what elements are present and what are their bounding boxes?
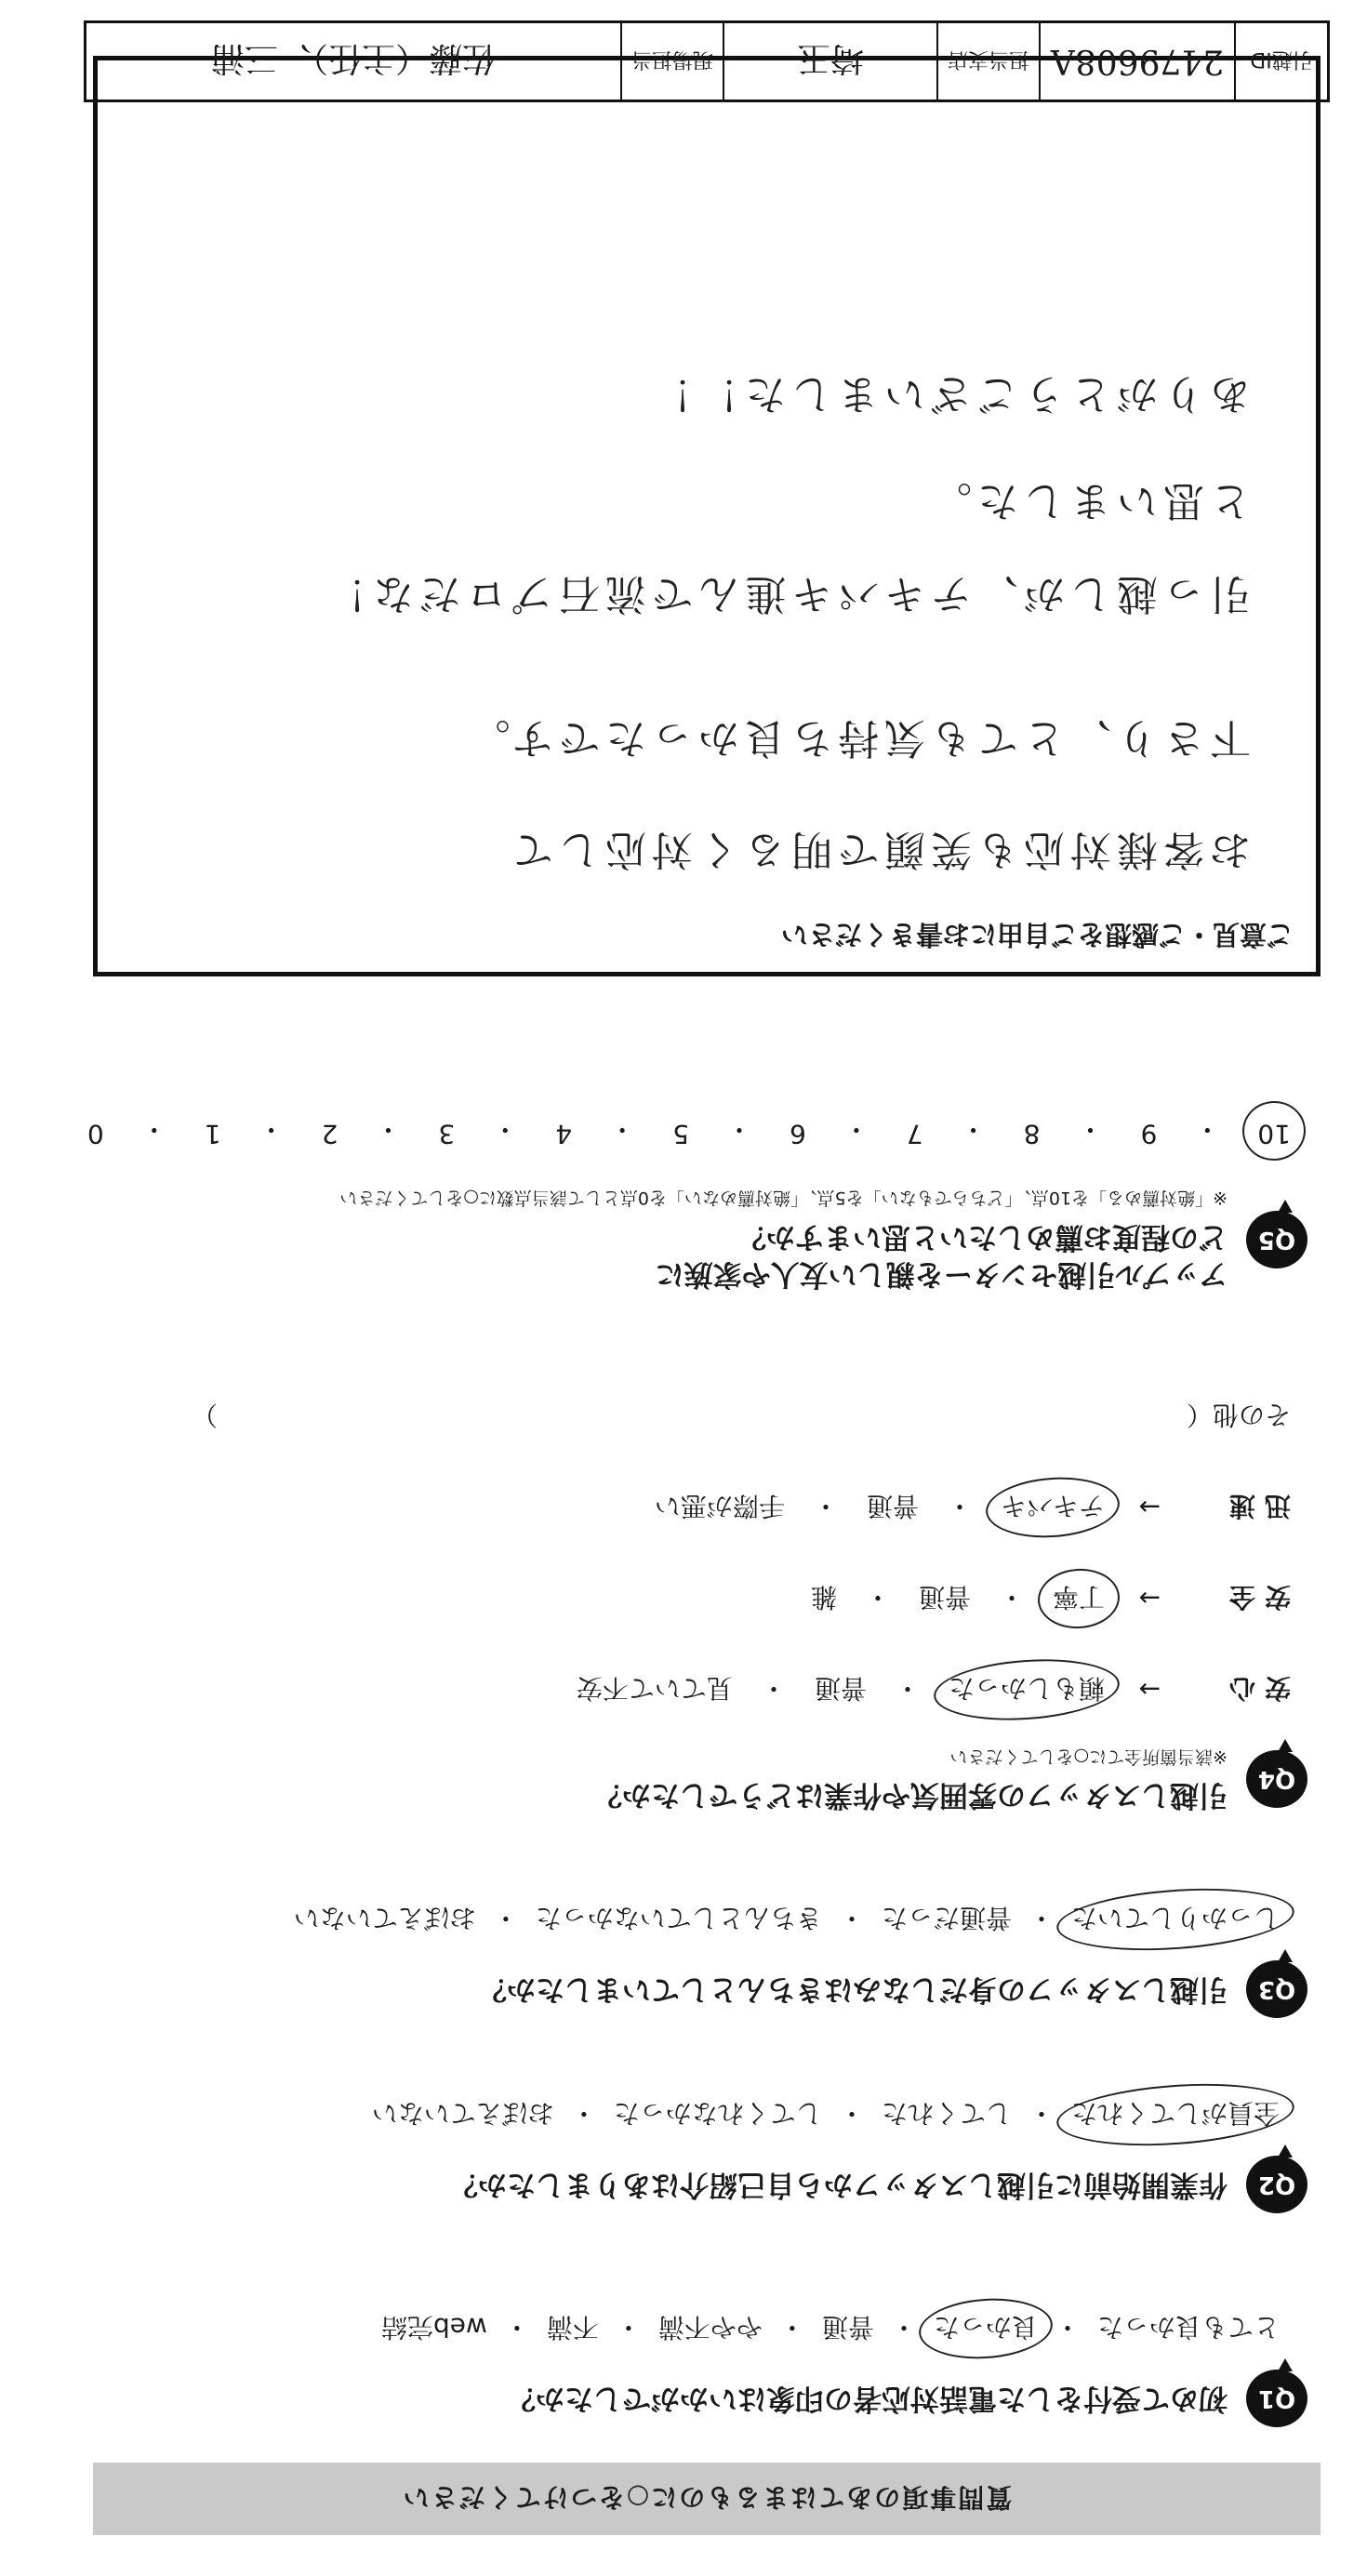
staff-value: 佐藤（主任）、三浦 [211, 39, 497, 78]
question-5 [80, 1112, 1307, 1293]
q3-option[interactable]: きちんとしていなかった [535, 1903, 822, 1933]
q4-text: 引越しスタッフの雰囲気や作業はどうでしたか？ [593, 1778, 1228, 1812]
q5-text-line1: アップル引越センターを親しい友人や家族に [655, 1257, 1228, 1291]
score-10-selected[interactable]: 10 [1257, 1112, 1291, 1149]
q4-option[interactable]: 普通 [918, 1581, 971, 1613]
q5-badge: Q5 [1246, 1211, 1307, 1268]
score-option[interactable]: 6 [789, 1119, 806, 1150]
q4-note: ※該当箇所全てに○をしてください [949, 1746, 1228, 1767]
score-option[interactable]: 0 [86, 1119, 104, 1150]
q5-scale: 10 ・ 9 ・ 8 ・ 7 ・ 6 ・ 5 ・ 4 ・ 3 ・ 2 ・ 1 ・ 0 [86, 1114, 1291, 1150]
question-2 [80, 2096, 1307, 2213]
q4-row-jinsoku: 迅速 → テキパキ ・ 普通 ・ 手際が悪い [80, 1489, 1291, 1526]
q3-text: 引越しスタッフの身だしなみはきちんとしていましたか？ [478, 1972, 1228, 2007]
q3-option[interactable]: おぼえていない [293, 1903, 476, 1933]
instructions-header: 質問事項のあてはまるものに○をつけてください [93, 2463, 1321, 2535]
q3-option[interactable]: 普通だった [881, 1903, 1012, 1933]
id-label: 引越ID [1234, 23, 1327, 100]
q1-badge: Q1 [1246, 2370, 1307, 2427]
staff-label: 現場担当 [620, 23, 723, 100]
id-value: 2479608A [1039, 23, 1234, 100]
q4-option-selected[interactable]: テキパキ [1001, 1489, 1105, 1526]
q4-option[interactable]: 見ていて不安 [576, 1672, 733, 1704]
other-label: その他（ [1186, 1399, 1291, 1430]
q4-row-anshin: 安心 → 頼もしかった ・ 普通 ・ 見ていて不安 [80, 1671, 1291, 1708]
q1-options: とても良かった ・ 良かった ・ 普通 ・ やや不満 ・ 不満 ・ web完結 [80, 2310, 1307, 2347]
comment-line: 下さり、とても気持ち良かったです。 [463, 714, 1251, 762]
q2-option[interactable]: おぼえていない [371, 2098, 554, 2129]
q4-row-anzen: 安全 → 丁寧 ・ 普通 ・ 雑 [80, 1580, 1291, 1617]
branch-label: 担当支店 [936, 23, 1039, 100]
score-option[interactable]: 7 [906, 1119, 923, 1150]
score-option[interactable]: 1 [204, 1119, 221, 1150]
q4-badge: Q4 [1246, 1750, 1307, 1808]
comment-line: 引っ越しが、テキパキ進んで流石プロだな！ [321, 570, 1251, 617]
question-3 [80, 1901, 1307, 2018]
q2-option-selected[interactable]: 全員がしてくれた [1071, 2096, 1280, 2133]
row-label: 安全 [1219, 1581, 1291, 1613]
q2-options: 全員がしてくれた ・ してくれた ・ してくれなかった ・ おぼえていない [80, 2096, 1307, 2133]
q2-text: 作業開始前に引越しスタッフから自己紹介はありましたか？ [449, 2168, 1228, 2202]
score-option[interactable]: 2 [321, 1119, 338, 1150]
q1-option[interactable]: 不満 [546, 2312, 599, 2343]
arrow-icon: → [1138, 1492, 1161, 1523]
q2-badge: Q2 [1246, 2156, 1307, 2213]
q5-text-line2: どの程度お薦めしたいと思いますか？ [737, 1219, 1228, 1254]
q1-option[interactable]: とても良かった [1096, 2312, 1280, 2343]
comment-title: ご意見・ご感想をご自由にお書きください [780, 919, 1294, 950]
row-label: 迅速 [1219, 1490, 1291, 1521]
q4-option-selected[interactable]: 頼もしかった [949, 1671, 1105, 1708]
q4-option[interactable]: 普通 [866, 1490, 919, 1521]
question-1 [80, 2310, 1307, 2427]
q4-option[interactable]: 手際が悪い [654, 1490, 785, 1521]
q1-option-selected[interactable]: 良かった [934, 2310, 1038, 2347]
q3-options: しっかりしていた ・ 普通だった ・ きちんとしていなかった ・ おぼえていない [80, 1901, 1307, 1938]
score-option[interactable]: 4 [555, 1119, 573, 1150]
q3-badge: Q3 [1246, 1960, 1307, 2018]
q4-option[interactable]: 雑 [810, 1581, 837, 1613]
q4-option-selected[interactable]: 丁寧 [1053, 1580, 1105, 1617]
row-label: 安心 [1219, 1672, 1291, 1704]
score-option[interactable]: 9 [1140, 1119, 1158, 1150]
q5-note: ※「絶対薦める」を10点、「どちらでもない」を5点、「絶対薦めない」を0点として該当点数に○をしてください [339, 1188, 1228, 1209]
q3-option-selected[interactable]: しっかりしていた [1071, 1901, 1280, 1938]
q1-option[interactable]: 普通 [821, 2312, 874, 2343]
comment-box[interactable] [93, 56, 1321, 976]
comment-line: と思いました。 [925, 477, 1251, 524]
comment-line: お客様対応も笑顔で明るく対応して [507, 826, 1251, 873]
q1-option[interactable]: web完結 [380, 2312, 487, 2343]
arrow-icon: → [1138, 1583, 1161, 1614]
question-4 [80, 1344, 1307, 1813]
q2-option[interactable]: してくれなかった [613, 2098, 822, 2129]
arrow-icon: → [1138, 1674, 1161, 1706]
job-info-table [84, 20, 1330, 102]
q4-option[interactable]: 普通 [814, 1672, 867, 1704]
other-close: ） [192, 1399, 219, 1430]
branch-value: 埼玉 [723, 23, 936, 100]
q4-row-other [80, 1398, 1291, 1435]
comment-line: ありがとうございました！！ [646, 370, 1251, 418]
score-option[interactable]: 5 [672, 1119, 689, 1150]
score-option[interactable]: 8 [1023, 1119, 1041, 1150]
score-option[interactable]: 3 [438, 1119, 456, 1150]
q1-text: 初めて受付をした電話対応者の印象はいかがでしたか？ [507, 2382, 1228, 2416]
q1-option[interactable]: やや不満 [657, 2312, 763, 2343]
q4-rows [80, 1398, 1307, 1708]
q2-option[interactable]: してくれた [881, 2098, 1012, 2129]
